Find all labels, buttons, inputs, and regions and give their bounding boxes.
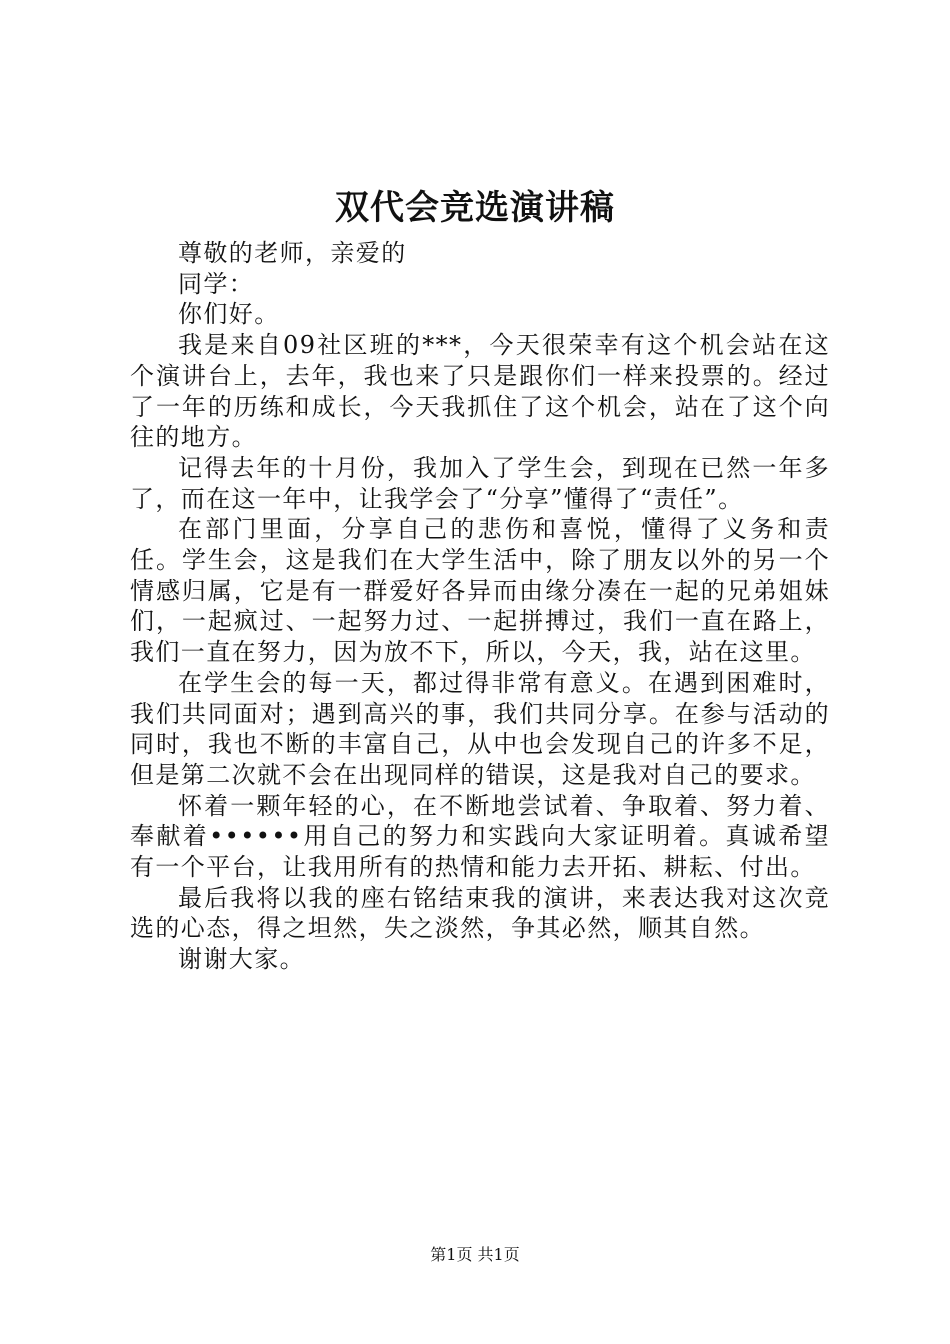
paragraph-daily-life: 在学生会的每一天，都过得非常有意义。在遇到困难时，我们共同面对；遇到高兴的事，我们共同分享。在参与活动的同时，我也不断的丰富自己，从中也会发现自己的许多不足，但是第二次就不会在出现同样的错误，这是我对自己的要求。: [130, 668, 830, 789]
paragraph-motto: 最后我将以我的座右铭结束我的演讲，来表达我对这次竞选的心态，得之坦然，失之淡然，争其必然，顺其自然。: [130, 883, 830, 943]
document-title: 双代会竞选演讲稿: [335, 188, 615, 228]
paragraph-salutation: 尊敬的老师，亲爱的: [178, 239, 407, 267]
paragraph-department: 在部门里面，分享自己的悲伤和喜悦，懂得了义务和责任。学生会，这是我们在大学生活中，除了朋友以外的另一个情感归属，它是有一群爱好各异而由缘分凑在一起的兄弟姐妹们，一起疯过、一起努力过、一起拼搏过，我们一直在路上，我们一直在努力，因为放不下，所以，今天，我，站在这里。: [130, 515, 830, 667]
paragraph-salutation-cont: 同学：: [178, 269, 255, 298]
paragraph-memory: 记得去年的十月份，我加入了学生会，到现在已然一年多了，而在这一年中，让我学会了“分享”懂得了“责任”。: [130, 453, 830, 513]
paragraph-aspiration: 怀着一颗年轻的心，在不断地尝试着、争取着、努力着、奉献着••••••用自己的努力和实践向大家证明着。真诚希望有一个平台，让我用所有的热情和能力去开拓、耕耘、付出。: [130, 791, 830, 882]
page-number-footer: 第1页 共1页: [430, 1245, 520, 1264]
paragraph-introduction: 我是来自09社区班的***，今天很荣幸有这个机会站在这个演讲台上，去年，我也来了只是跟你们一样来投票的。经过了一年的历练和成长，今天我抓住了这个机会，站在了这个向往的地方。: [130, 331, 830, 452]
document-body: [130, 238, 830, 975]
paragraph-thanks: 谢谢大家。: [178, 945, 305, 974]
paragraph-greeting: 你们好。: [178, 300, 280, 329]
